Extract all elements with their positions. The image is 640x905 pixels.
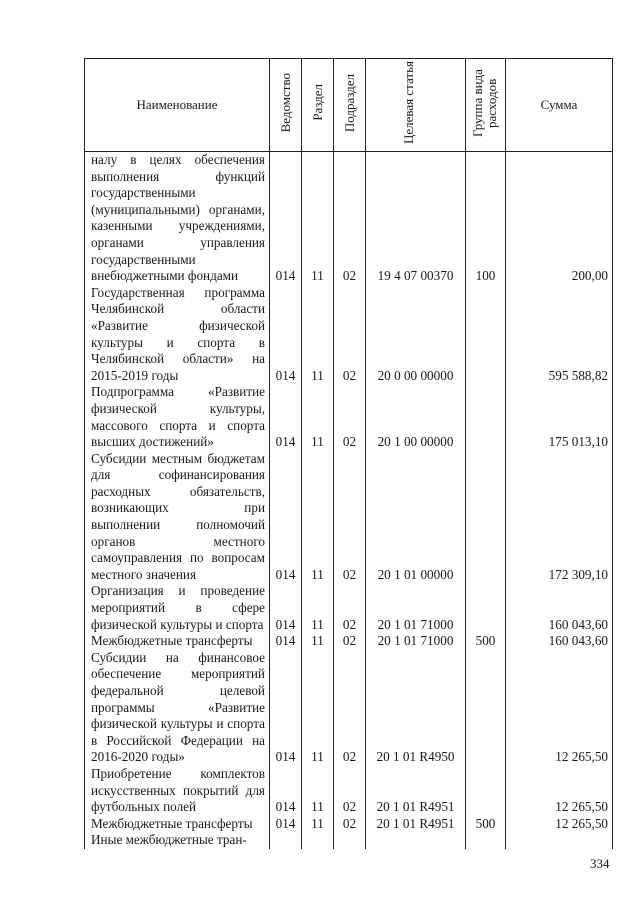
row-target: 19 4 07 00370: [366, 152, 466, 285]
row-podrazdel: 02: [334, 633, 366, 650]
row-vedomstvo: 014: [270, 285, 302, 385]
row-name: Межбюджетные трансферты: [85, 633, 270, 650]
row-vedomstvo: 014: [270, 152, 302, 285]
row-vedomstvo: 014: [270, 650, 302, 766]
row-razdel: 11: [302, 633, 334, 650]
row-group: [466, 766, 506, 816]
table-row: [85, 633, 613, 650]
row-group: 100: [466, 152, 506, 285]
row-sum: [506, 832, 613, 849]
table-row: [85, 451, 613, 584]
row-vedomstvo: 014: [270, 633, 302, 650]
row-target: 20 1 01 R4951: [366, 816, 466, 833]
row-razdel: 11: [302, 650, 334, 766]
page-number: 334: [590, 856, 610, 871]
row-name: Организация и проведение мероприятий в сфере физической культуры и спорта: [85, 583, 270, 633]
row-razdel: 11: [302, 384, 334, 450]
row-razdel: 11: [302, 583, 334, 633]
header-vedomstvo: Ведомство: [270, 59, 302, 152]
row-razdel: 11: [302, 451, 334, 584]
row-podrazdel: 02: [334, 285, 366, 385]
table-row: [85, 832, 613, 849]
header-target: Целевая статья: [366, 59, 466, 152]
header-sum: Сумма: [506, 59, 613, 152]
row-podrazdel: 02: [334, 816, 366, 833]
header-razdel: Раздел: [302, 59, 334, 152]
row-group: 500: [466, 816, 506, 833]
row-podrazdel: 02: [334, 583, 366, 633]
row-vedomstvo: 014: [270, 766, 302, 816]
row-razdel: 11: [302, 152, 334, 285]
table-row: [85, 285, 613, 385]
row-target: 20 1 01 R4951: [366, 766, 466, 816]
row-podrazdel: [334, 832, 366, 849]
row-name: налу в целях обеспечения выполнения функций государственными (муниципальными) органами, казенными учреждениями, органами управления государственными внебюджетными фондами: [85, 152, 270, 285]
row-group: [466, 451, 506, 584]
table-body: [85, 152, 613, 849]
row-group: [466, 650, 506, 766]
budget-table: [84, 58, 613, 849]
row-sum: 160 043,60: [506, 583, 613, 633]
row-group: [466, 583, 506, 633]
row-vedomstvo: [270, 832, 302, 849]
row-name: Межбюджетные трансферты: [85, 816, 270, 833]
row-name: Подпрограмма «Развитие физической культуры, массового спорта и спорта высших достижений»: [85, 384, 270, 450]
row-sum: 172 309,10: [506, 451, 613, 584]
row-group: 500: [466, 633, 506, 650]
row-target: [366, 832, 466, 849]
row-name: Субсидии на финансовое обеспечение мероприятий федеральной целевой программы «Развитие физической культуры и спорта в Российской Федерации на 2016-2020 годы»: [85, 650, 270, 766]
header-name: Наименование: [85, 59, 270, 152]
row-podrazdel: 02: [334, 384, 366, 450]
row-target: 20 1 01 R4950: [366, 650, 466, 766]
row-target: 20 1 01 00000: [366, 451, 466, 584]
header-podrazdel: Подраздел: [334, 59, 366, 152]
row-group: [466, 384, 506, 450]
row-name: Субсидии местным бюджетам для софинансирования расходных обязательств, возникающих при выполнении полномочий органов местного самоуправления по вопросам местного значения: [85, 451, 270, 584]
row-target: 20 1 01 71000: [366, 583, 466, 633]
row-podrazdel: 02: [334, 152, 366, 285]
table-row: [85, 766, 613, 816]
table-row: [85, 384, 613, 450]
row-name: Государственная программа Челябинской области «Развитие физической культуры и спорта в Челябинской области» на 2015-2019 годы: [85, 285, 270, 385]
table-row: [85, 583, 613, 633]
row-razdel: 11: [302, 816, 334, 833]
row-group: [466, 832, 506, 849]
row-target: 20 1 01 71000: [366, 633, 466, 650]
row-vedomstvo: 014: [270, 583, 302, 633]
row-podrazdel: 02: [334, 766, 366, 816]
row-name: Приобретение комплектов искусственных покрытий для футбольных полей: [85, 766, 270, 816]
row-sum: 12 265,50: [506, 650, 613, 766]
row-razdel: [302, 832, 334, 849]
table-row: [85, 152, 613, 285]
row-sum: 595 588,82: [506, 285, 613, 385]
table-row: [85, 816, 613, 833]
row-sum: 12 265,50: [506, 816, 613, 833]
row-vedomstvo: 014: [270, 384, 302, 450]
table-header-row: [85, 59, 613, 152]
row-group: [466, 285, 506, 385]
row-podrazdel: 02: [334, 650, 366, 766]
row-name: Иные межбюджетные тран-: [85, 832, 270, 849]
row-target: 20 0 00 00000: [366, 285, 466, 385]
row-razdel: 11: [302, 766, 334, 816]
row-podrazdel: 02: [334, 451, 366, 584]
row-razdel: 11: [302, 285, 334, 385]
row-sum: 12 265,50: [506, 766, 613, 816]
row-sum: 175 013,10: [506, 384, 613, 450]
row-vedomstvo: 014: [270, 816, 302, 833]
table-row: [85, 650, 613, 766]
row-vedomstvo: 014: [270, 451, 302, 584]
row-sum: 160 043,60: [506, 633, 613, 650]
header-group: Группа вида расходов: [466, 59, 506, 152]
row-target: 20 1 00 00000: [366, 384, 466, 450]
row-sum: 200,00: [506, 152, 613, 285]
